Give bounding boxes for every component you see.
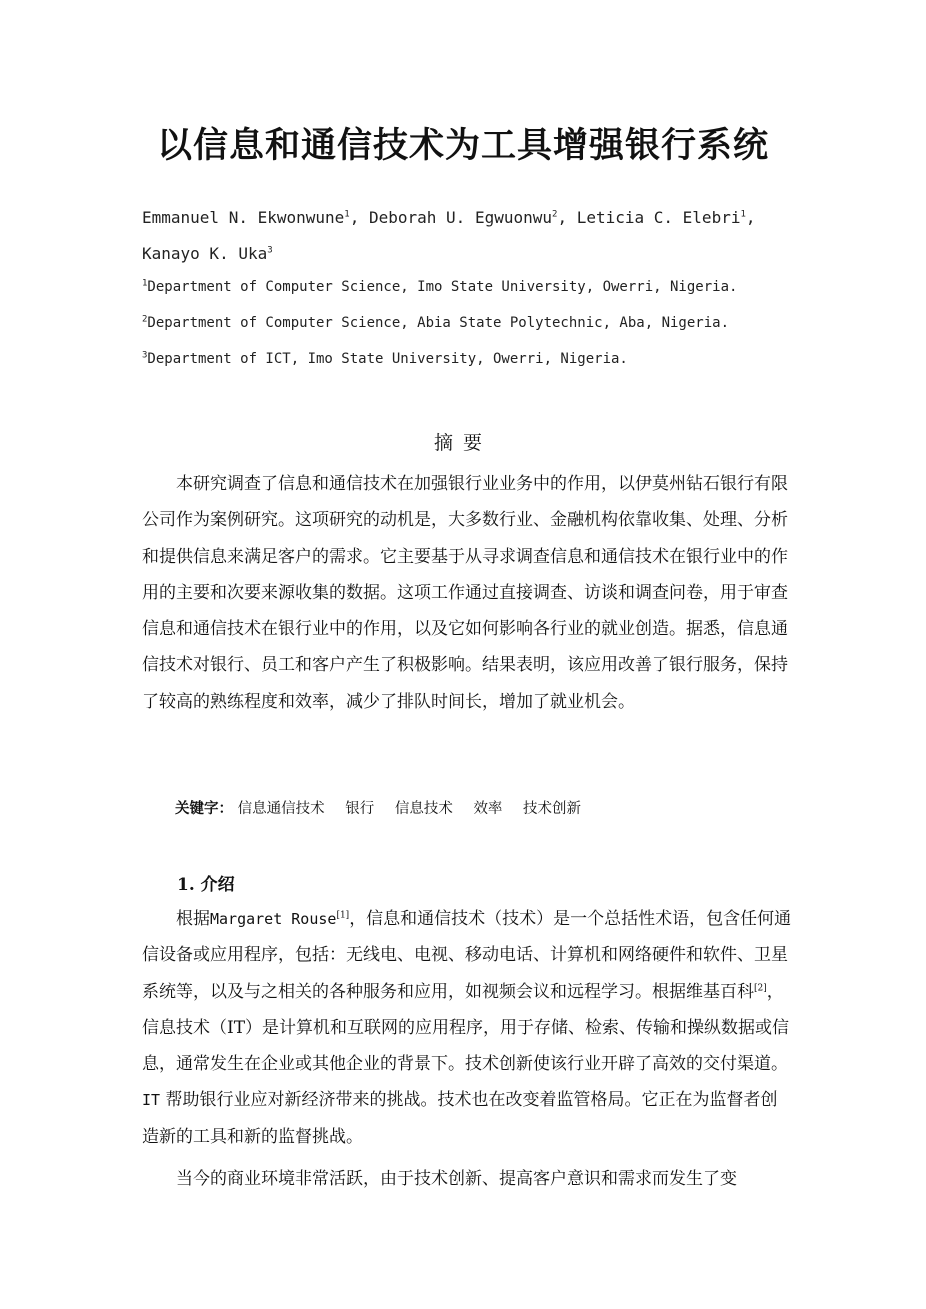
author-name: Leticia C. Elebri [576,208,741,227]
keywords [175,797,597,818]
paper-title: 以信息和通信技术为工具增强银行系统 [156,126,769,166]
section-heading: 1. 介绍 [177,875,235,895]
cited-author: Margaret Rouse [210,910,337,928]
keyword: 信息技术 [394,801,453,817]
author-list [142,200,792,272]
section-body [142,901,792,1197]
author-affiliation-mark: 1 [740,209,746,220]
keyword: 银行 [345,801,375,817]
paragraph-text: ，信息和通信技术（技术）是一个总括性术语，包含任何通信设备或应用程序，包括：无线电、电视、移动电话、计算机和网络硬件和软件、卫星系统等，以及与之相关的各种服务和应用，如视频会议和远程学习。根据维基百科 [142,909,792,1002]
author-name: Deborah U. Egwuonwu [368,208,553,227]
author-separator: , [349,208,369,227]
affiliation [142,279,737,295]
affiliation-mark: 3 [142,350,148,361]
paragraph-text: 帮助银行业应对新经济带来的挑战。技术也在改变着监管格局。它正在为监督者创造新的工具和新的监督挑战。 [142,1090,778,1147]
affiliation-mark: 1 [142,278,148,289]
affiliation-text: Department of Computer Science, Imo State University, Owerri, Nigeria. [147,279,738,295]
author-affiliation-mark: 1 [344,209,350,220]
abstract-paragraph: 本研究调查了信息和通信技术在加强银行业业务中的作用，以伊莫州钻石银行有限公司作为案例研究。这项研究的动机是，大多数行业、金融机构依靠收集、处理、分析和提供信息来满足客户的需求。它主要基于从寻求调查信息和通信技术在银行业中的作用的主要和次要来源收集的数据。这项工作通过直接调查、访谈和调查问卷，用于审查信息和通信技术在银行业中的作用，以及它如何影响各行业的就业创造。据悉，信息通信技术对银行、员工和客户产生了积极影响。结果表明，该应用改善了银行服务，保持了较高的熟练程度和效率，减少了排队时间长，增加了就业机会。 [142,474,788,712]
keywords-label: 关键字： [175,801,233,817]
section-paragraph [142,901,792,1155]
author-name: Kanayo K. Uka [142,244,268,263]
section-paragraph: 当今的商业环境非常活跃，由于技术创新、提高客户意识和需求而发生了变 [176,1169,737,1190]
keyword: 技术创新 [523,801,582,817]
keyword: 效率 [473,801,503,817]
author-affiliation-mark: 2 [552,209,558,220]
affiliation [142,351,628,367]
acronym: IT [142,1091,161,1110]
affiliation-mark: 2 [142,314,148,325]
citation-ref: [2] [754,982,767,993]
author-name: Emmanuel N. Ekwonwune [142,208,345,227]
affiliation-text: Department of ICT, Imo State University, Owerri, Nigeria. [147,351,628,367]
keyword: 信息通信技术 [237,801,325,817]
author-separator: , [557,208,577,227]
author-separator: , [745,208,756,227]
author-affiliation-mark: 3 [267,245,273,256]
affiliation [142,315,729,331]
citation-ref: [1] [336,910,350,921]
affiliation-text: Department of Computer Science, Abia State Polytechnic, Aba, Nigeria. [147,315,730,331]
abstract-body [142,466,792,720]
paragraph-text: 根据 [176,909,210,929]
abstract-heading: 摘要 [433,432,492,454]
paragraph-text: ，信息技术（IT）是计算机和互联网的应用程序，用于存储、检索、传输和操纵数据或信息，通常发生在企业或其他企业的背景下。技术创新使该行业开辟了高效的交付渠道。 [142,981,790,1075]
